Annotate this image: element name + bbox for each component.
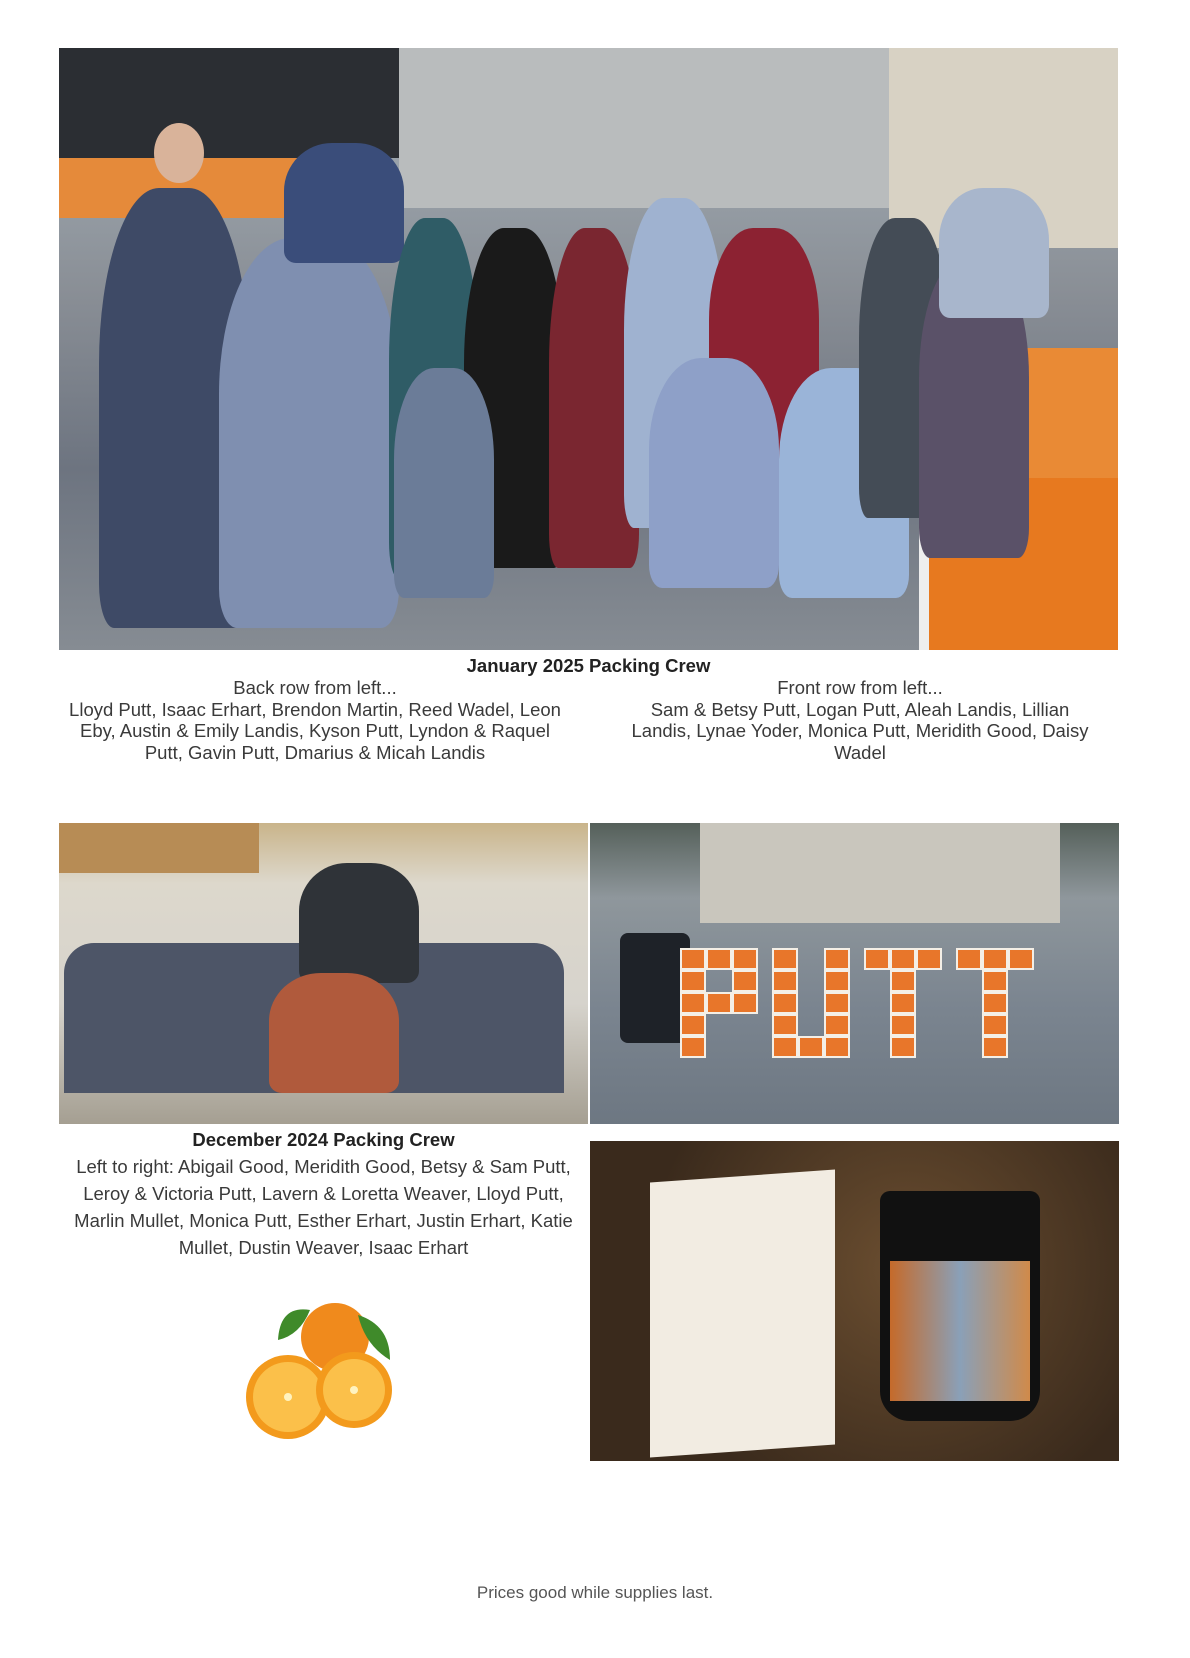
december-crew-photo — [59, 823, 588, 1124]
orange-box — [890, 970, 916, 992]
orange-box — [798, 1036, 824, 1058]
front-row-heading: Front row from left... — [777, 677, 943, 698]
december-crew-caption — [59, 1126, 588, 1261]
orange-box — [772, 970, 798, 992]
january-crew-title: January 2025 Packing Crew — [466, 655, 711, 676]
back-row-names: Lloyd Putt, Isaac Erhart, Brendon Martin, Reed Wadel, Leon Eby, Austin & Emily Landis, Kyson Putt, Lyndon & Raquel Putt, Gavin Putt, Dmarius & Micah Landis — [69, 698, 561, 763]
orange-box — [890, 992, 916, 1014]
footer-note: Prices good while supplies last. — [476, 1583, 714, 1602]
orange-box — [1008, 948, 1034, 970]
orange-box — [732, 948, 758, 970]
orange-box — [982, 1036, 1008, 1058]
orange-box — [824, 1036, 850, 1058]
orange-box — [772, 948, 798, 970]
putt-aerial-photo — [590, 823, 1119, 1124]
december-crew-title: December 2024 Packing Crew — [192, 1129, 455, 1150]
orange-box — [680, 1014, 706, 1036]
orange-box — [732, 992, 758, 1014]
orange-box — [772, 1014, 798, 1036]
orange-box — [956, 948, 982, 970]
orange-box — [982, 1014, 1008, 1036]
orange-box — [982, 992, 1008, 1014]
orange-box — [824, 948, 850, 970]
january-back-row-caption — [65, 677, 565, 763]
orange-box — [680, 970, 706, 992]
january-crew-photo — [59, 48, 1118, 650]
orange-box — [916, 948, 942, 970]
orange-box — [890, 1036, 916, 1058]
box-pallet-and-mug-photo — [590, 1141, 1119, 1461]
orange-illustration — [240, 1285, 408, 1453]
december-crew-names: Left to right: Abigail Good, Meridith Good, Betsy & Sam Putt, Leroy & Victoria Putt, Lavern & Loretta Weaver, Lloyd Putt, Marlin Mullet, Monica Putt, Esther Erhart, Justin Erhart, Katie Mullet, Dustin Weaver, Isaac Erhart — [74, 1156, 573, 1258]
orange-box — [680, 1036, 706, 1058]
back-row-heading: Back row from left... — [233, 677, 397, 698]
orange-box — [864, 948, 890, 970]
orange-box — [680, 948, 706, 970]
orange-box — [982, 970, 1008, 992]
orange-box — [706, 948, 732, 970]
january-front-row-caption — [625, 677, 1095, 763]
orange-box — [732, 970, 758, 992]
orange-box — [824, 970, 850, 992]
orange-box — [824, 1014, 850, 1036]
orange-box — [772, 1036, 798, 1058]
orange-box — [706, 992, 732, 1014]
orange-box — [772, 992, 798, 1014]
orange-box — [982, 948, 1008, 970]
orange-box — [824, 992, 850, 1014]
orange-box — [890, 1014, 916, 1036]
orange-box — [680, 992, 706, 1014]
orange-box — [890, 948, 916, 970]
front-row-names: Sam & Betsy Putt, Logan Putt, Aleah Landis, Lillian Landis, Lynae Yoder, Monica Putt, Meridith Good, Daisy Wadel — [631, 698, 1089, 763]
